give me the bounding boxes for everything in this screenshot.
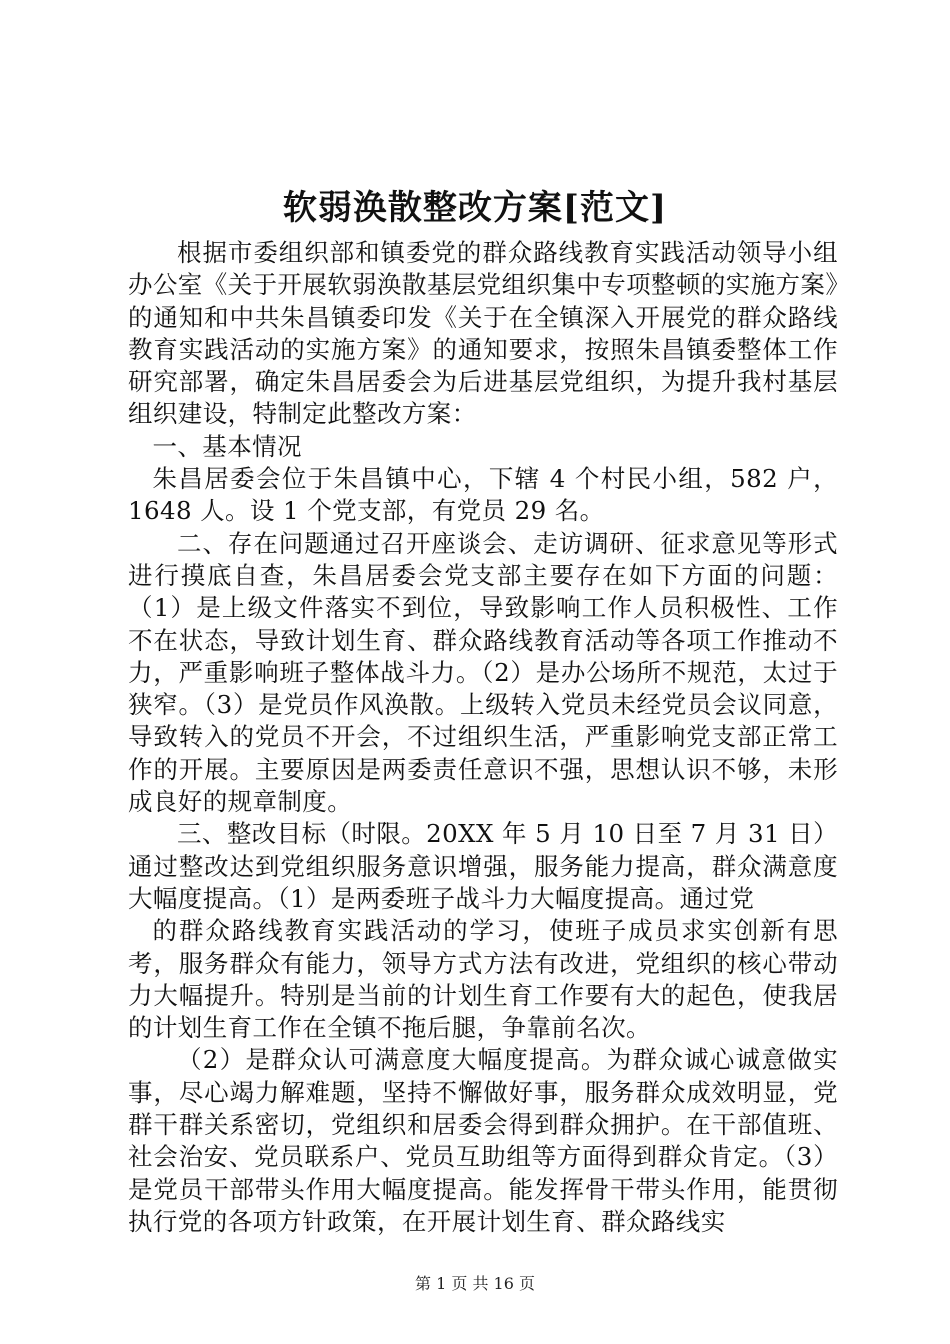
paragraph-basic-info: 朱昌居委会位于朱昌镇中心，下辖 4 个村民小组，582 户，1648 人。设 1 个党支部，有党员 29 名。 [128,464,838,526]
section-heading-basic-info: 一、基本情况 [152,431,302,461]
document-body [128,237,838,1238]
paragraph-goals-2: （2）是群众认可满意度大幅度提高。为群众诚心诚意做实事，尽心竭力解难题，坚持不懈做好事，服务群众成效明显，党群干群关系密切，党组织和居委会得到群众拥护。在干部值班、社会治安、党员联系户、党员互助组等方面得到群众肯定。（3）是党员干部带头作用大幅度提高。能发挥骨干带头作用，能贯彻执行党的各项方针政策，在开展计划生育、群众路线实 [128,1045,838,1236]
document-title: 软弱涣散整改方案[范文] [282,188,668,228]
paragraph-goals: 三、整改目标（时限。20XX 年 5 月 10 日至 7 月 31 日）通过整改达到党组织服务意识增强，服务能力提高，群众满意度大幅度提高。（1）是两委班子战斗力大幅度提高。通过党 [128,819,838,913]
paragraph-intro: 根据市委组织部和镇委党的群众路线教育实践活动领导小组办公室《关于开展软弱涣散基层党组织集中专项整顿的实施方案》的通知和中共朱昌镇委印发《关于在全镇深入开展党的群众路线教育实践活动的实施方案》的通知要求，按照朱昌镇委整体工作研究部署，确定朱昌居委会为后进基层党组织，为提升我村基层组织建设，特制定此整改方案： [128,238,838,429]
page-footer: 第 1 页 共 16 页 [415,1274,535,1293]
paragraph-problems: 二、存在问题通过召开座谈会、走访调研、征求意见等形式进行摸底自查，朱昌居委会党支部主要存在如下方面的问题：（1）是上级文件落实不到位，导致影响工作人员积极性、工作不在状态，导致计划生育、群众路线教育活动等各项工作推动不力，严重影响班子整体战斗力。（2）是办公场所不规范，太过于狭窄。（3）是党员作风涣散。上级转入党员未经党员会议同意，导致转入的党员不开会，不过组织生活，严重影响党支部正常工作的开展。主要原因是两委责任意识不强，思想认识不够，未形成良好的规章制度。 [128,528,838,817]
paragraph-goals-continued: 的群众路线教育实践活动的学习，使班子成员求实创新有思考，服务群众有能力，领导方式方法有改进，党组织的核心带动力大幅提升。特别是当前的计划生育工作要有大的起色，使我居的计划生育工作在全镇不拖后腿，争靠前名次。 [128,916,838,1043]
